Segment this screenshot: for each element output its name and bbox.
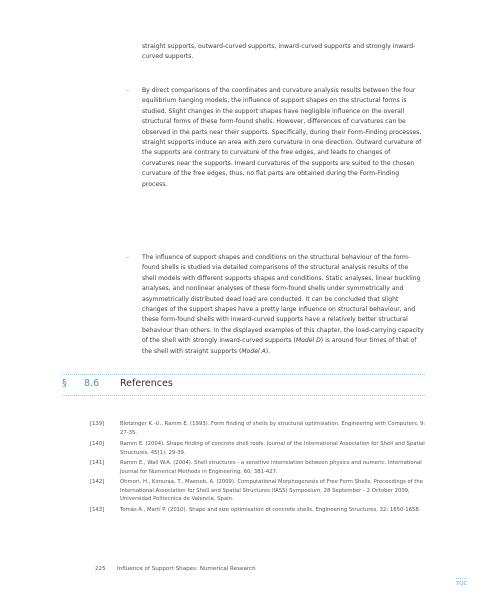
bullet-text (142, 253, 424, 357)
reference-text: Ohmori, H., Kimuraa, T., Maeneb, A. (2009). Computational Morphogenesis of Free Form Shells. Proceedings of the International Association for Shell and Spatial Structures (IASS) Symposium, 28 September - 2 October 2009, Universidad Politecnica de Valencia, Spain. (120, 479, 423, 503)
intro-paragraph: straight supports, outward-curved supports, inward-curved supports and strongly inward-curved supports. (142, 43, 416, 61)
reference-text: Ramm E., Wall W.A. (2004). Shell structures - a sensitive interrelation between physics and numeric. International Journal for Numerical Methods in Engineering, 60: 381-427. (120, 460, 422, 475)
section-heading (0, 377, 486, 397)
reference-text: Tomás A., Martí P. (2010). Shape and size optimisation of concrete shells. Engineering Structures, 32: 1650-1658. (120, 507, 421, 513)
bullet-dash: – (126, 254, 130, 261)
reference-number: [140] (90, 441, 105, 447)
section-divider-top (62, 374, 425, 375)
bullet-text-part: ). (265, 347, 271, 355)
reference-text: Bletzinger K.-U., Ramm E. (1993). Form finding of shells by structural optimisation. Engineering with Computers, 9: 27-35. (120, 421, 426, 436)
reference-text: Ramm E. (2004). Shape finding of concrete shell roofs. Journal of the International Association for Shell and Spatial Structures, 45(1): 29-39. (120, 441, 425, 456)
bullet-text: By direct comparisons of the coordinates and curvature analysis results between the four equilibrium hanging models, the influence of support shapes on the structural forms is studied. Slight changes in the support shapes have negligible influence on the overall structural forms of these form-found shells. However, differences of curvatures can be observed in the parts near their supports. Specifically, during their Form-Finding processes, straight supports induce an area with zero curvature in one direction. Outward curvature of the supports are contrary to curvature of the free edges, and leads to changes of curvatures near the supports. Inward curvatures of the supports are suited to the chosen curvature of the free edges, thus, no flat parts are obtained during the Form-Finding process. (142, 87, 422, 188)
section-number: 8.6 (84, 378, 100, 389)
reference-number: [139] (90, 421, 105, 427)
running-footer-title: Influence of Support Shapes: Numerical Research (117, 566, 256, 572)
reference-number: [142] (90, 479, 105, 485)
bullet-text-part: The influence of support shapes and conditions on the structural behaviour of the form-found shells is studied via detailed comparisons of the structural analysis results of the shell models with different supports shapes and conditions. Static analyses, linear buckling analyses, and nonlinear analyses of these form-found shells under symmetrically and asymmetrically distributed dead load are conducted. It can be concluded that slight changes of the support shapes have a pretty large influence on structural behaviour, and these form-found shells with inward-curved supports have a relatively better structural behaviour than others. In the displayed examples of this chapter, the load-carrying capacity of the shell with strongly inward-curved supports ( (142, 254, 424, 345)
bullet-dash: – (126, 87, 130, 94)
reference-number: [143] (90, 507, 105, 513)
reference-number: [141] (90, 460, 105, 466)
model-d-label: Model D (295, 337, 321, 345)
section-title: References (120, 378, 173, 389)
page-footer (0, 564, 486, 576)
section-mark: § (62, 378, 67, 389)
toc-link[interactable]: TOC (456, 578, 467, 588)
section-divider-bottom (62, 395, 425, 396)
bullet-text-part: ) is around four times of that of the shell with straight supports ( (142, 337, 417, 355)
page-number: 225 (95, 566, 106, 572)
model-a-label: Model A (241, 347, 266, 355)
